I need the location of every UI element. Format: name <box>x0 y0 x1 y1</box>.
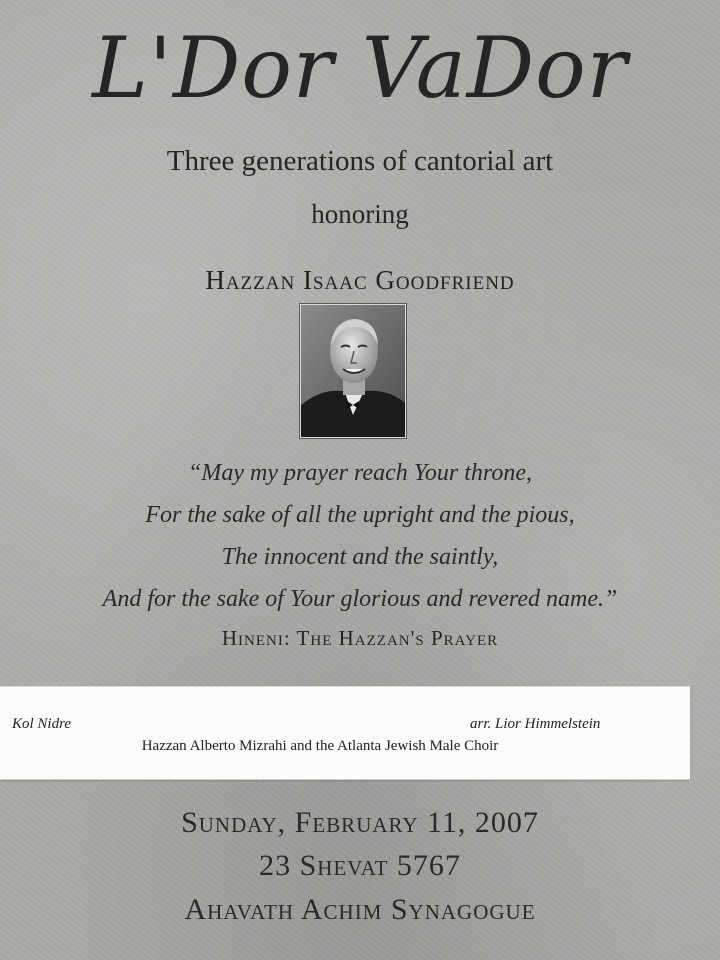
subtitle: Three generations of cantorial art <box>166 145 554 177</box>
quote-block <box>0 452 720 620</box>
event-venue: Ahavath Achim Synagogue <box>184 893 536 926</box>
quote-line: And for the sake of Your glorious and revered name.” <box>102 586 618 612</box>
quote-line: The innocent and the saintly, <box>221 544 499 570</box>
quote-attribution: Hineni: The Hazzan's Prayer <box>221 626 499 650</box>
program-performers: Hazzan Alberto Mizrahi and the Atlanta Jewish Male Choir <box>141 738 499 754</box>
quote-line: “May my prayer reach Your throne, <box>188 460 532 486</box>
honoring-label: honoring <box>311 199 409 229</box>
honoree-name: Hazzan Isaac Goodfriend <box>205 265 515 295</box>
portrait-photo <box>300 304 406 438</box>
program-piece-title: Kol Nidre <box>12 716 72 732</box>
portrait-illustration <box>301 305 405 437</box>
page-title: L'Dor VaDor <box>92 19 628 117</box>
event-date: Sunday, February 11, 2007 <box>181 806 539 839</box>
program-arranger: arr. Lior Himmelstein <box>470 716 601 732</box>
quote-line: For the sake of all the upright and the pious, <box>145 502 575 528</box>
event-hebrew-date: 23 Shevat 5767 <box>259 849 461 882</box>
